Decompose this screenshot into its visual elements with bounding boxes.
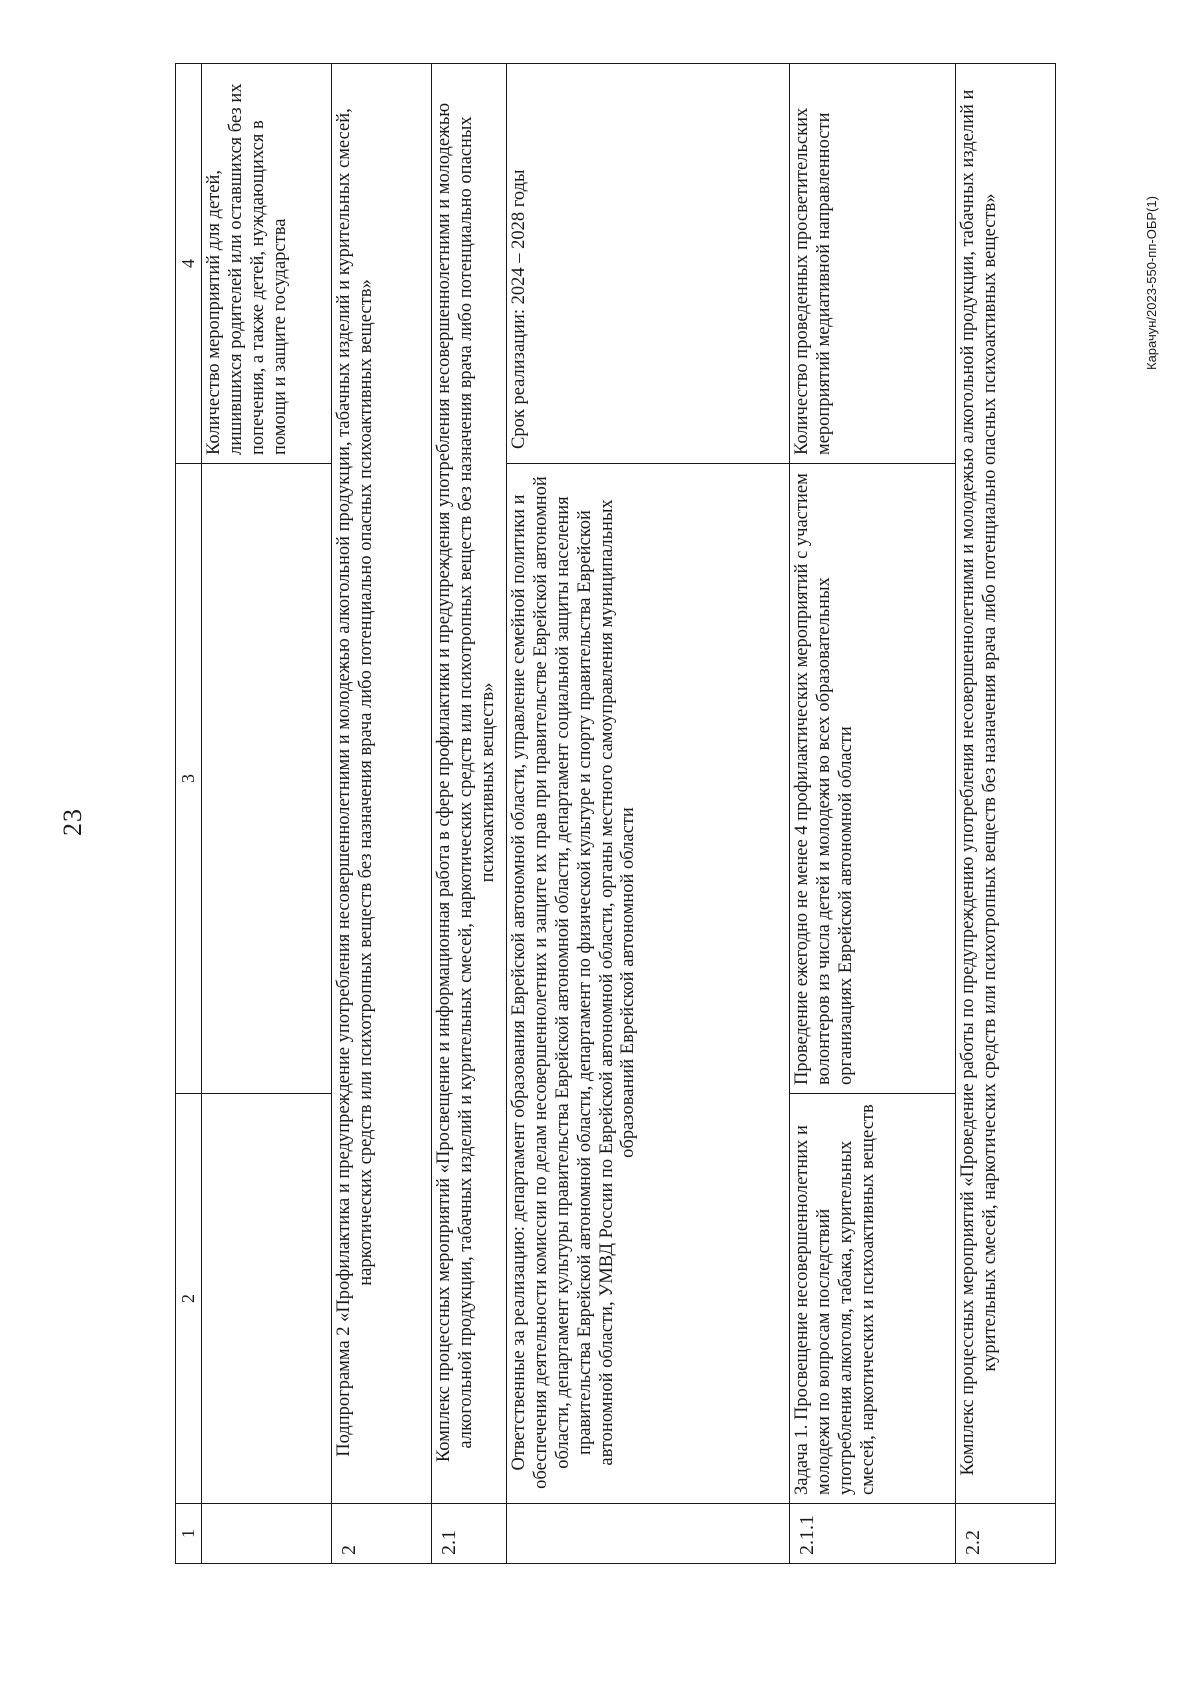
row-number: 2 [332,1504,432,1564]
empty-cell [202,1504,332,1564]
document-code: Карачун/2023-550-пп-ОБР(1) [1144,196,1159,370]
responsible-row [507,64,790,1564]
row-number: 2.1.1 [790,1504,956,1564]
empty-cell [507,1504,790,1564]
result-cell: Проведение ежегодно не менее 4 профилактических мероприятий с участием волонтеров из числа детей и молодежи во всех образовательных организациях Еврейской автономной области [790,464,956,1094]
program-table [175,63,1056,1564]
subprogram-title: Подпрограмма 2 «Профилактика и предупреждение употребления несовершеннолетними и молодежью алкогольной продукции, табачных изделий и курительных смесей, наркотических средств или психотропных веществ без назначения врача либо потенциально опасных психоактивных веществ» [332,64,432,1504]
empty-cell [202,464,332,1094]
complex-row [432,64,507,1564]
header-cell-2: 2 [176,1094,202,1504]
header-cell-4: 4 [176,64,202,464]
row-number: 2.2 [956,1504,1056,1564]
task-row [790,64,956,1564]
responsible-cell: Ответственные за реализацию: департамент образования Еврейской автономной области, управление семейной политики и обеспечения деятельности комиссии по делам несовершеннолетних и защите их прав при правительстве Еврейской автономной области, департамент культуры правительства Еврейской автономной области, департамент социальной защиты населения правительства Еврейской автономной области, департамент по физической культуре и спорту правительства Еврейской автономной области, УМВД России по Еврейской автономной области, органы местного самоуправления муниципальных образований Еврейской автономной области [507,464,790,1504]
indicator-cell: Количество проведенных просветительских мероприятий медиативной направленности [790,64,956,464]
row-number: 2.1 [432,1504,507,1564]
complex-title: Комплекс процессных мероприятий «Просвещение и информационная работа в сфере профилактики и предупреждения употребления несовершеннолетними и молодежью алкогольной продукции, табачных изделий и курительных смесей, наркотических средств или психотропных веществ без назначения врача либо потенциально опасных психоактивных веществ» [432,64,507,1504]
page-number: 23 [58,808,87,836]
indicator-cell: Количество мероприятий для детей, лишившихся родителей или оставшихся без их попечения, а также детей, нуждающихся в помощи и защите государства [202,64,332,464]
header-cell-1: 1 [176,1504,202,1564]
empty-cell [202,1094,332,1504]
program-table-frame [175,64,1055,1564]
task-cell: Задача 1. Просвещение несовершеннолетних и молодежи по вопросам последствий употребления алкоголя, табака, курительных смесей, наркотических и психоактивных веществ [790,1094,956,1504]
subprogram-row [332,64,432,1564]
header-cell-3: 3 [176,464,202,1094]
period-cell: Срок реализации: 2024 – 2028 годы [507,64,790,464]
complex-title: Комплекс процессных мероприятий «Проведение работы по предупреждению употребления несовершеннолетними и молодежью алкогольной продукции, табачных изделий и курительных смесей, наркотических средств или психотропных веществ без назначения врача либо потенциально опасных психоактивных веществ» [956,64,1056,1504]
complex-row [956,64,1056,1564]
table-row [202,64,332,1564]
table-header-row [176,64,202,1564]
